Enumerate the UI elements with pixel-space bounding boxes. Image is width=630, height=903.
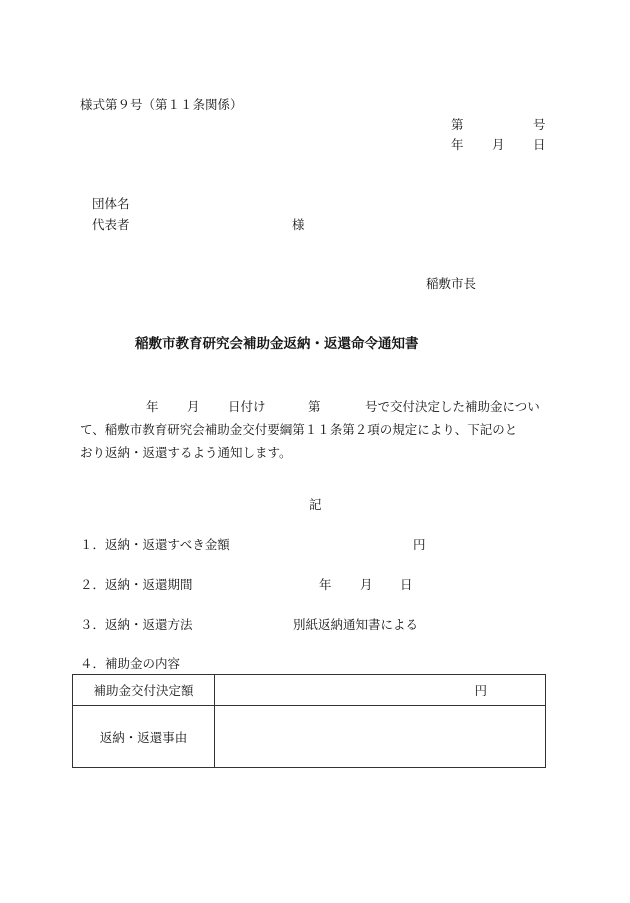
method-value: 別紙返納通知書による: [293, 617, 419, 632]
body-paragraph: [80, 395, 550, 464]
body-month: 月: [187, 399, 200, 414]
table-row: [73, 675, 546, 706]
amount-unit: 円: [413, 537, 426, 552]
table-row: [73, 706, 546, 768]
body-line1-end: 号で交付決定した補助金につい: [365, 399, 540, 414]
honorific: 様: [292, 217, 305, 232]
decision-amount-unit: 円: [474, 683, 487, 698]
ki-heading: 記: [309, 497, 322, 512]
subsidy-content-table: [72, 674, 546, 768]
reason-label: 返納・返還事由: [73, 706, 215, 768]
issuer: 稲敷市長: [426, 276, 477, 291]
page-title: 稲敷市教育研究会補助金返納・返還命令通知書: [135, 336, 419, 352]
period-year: 年: [319, 577, 332, 592]
period-day: 日: [400, 577, 413, 592]
date-day: 日: [533, 137, 546, 152]
body-no-prefix: 第: [308, 399, 321, 414]
date-year: 年: [451, 137, 464, 152]
doc-number-suffix: 号: [533, 117, 546, 132]
doc-number-prefix: 第: [451, 117, 464, 132]
decision-amount-value: [215, 675, 546, 706]
form-number: 様式第９号（第１１条関係）: [80, 97, 243, 112]
rep-label: 代表者: [92, 217, 130, 232]
org-label: 団体名: [92, 196, 130, 211]
body-dated: 日付け: [228, 399, 266, 414]
period-label: ２．返納・返還期間: [80, 577, 193, 592]
body-year: 年: [146, 399, 159, 414]
period-month: 月: [360, 577, 373, 592]
content-label: ４．補助金の内容: [80, 656, 181, 671]
method-label: ３．返納・返還方法: [80, 617, 193, 632]
reason-value: [215, 706, 546, 768]
decision-amount-label: 補助金交付決定額: [73, 675, 215, 706]
date-month: 月: [492, 137, 505, 152]
body-line2: て、稲敷市教育研究会補助金交付要綱第１１条第２項の規定により、下記のと: [80, 422, 518, 437]
body-line3: おり返納・返還するよう通知します。: [80, 445, 292, 460]
amount-label: １．返納・返還すべき金額: [80, 537, 230, 552]
